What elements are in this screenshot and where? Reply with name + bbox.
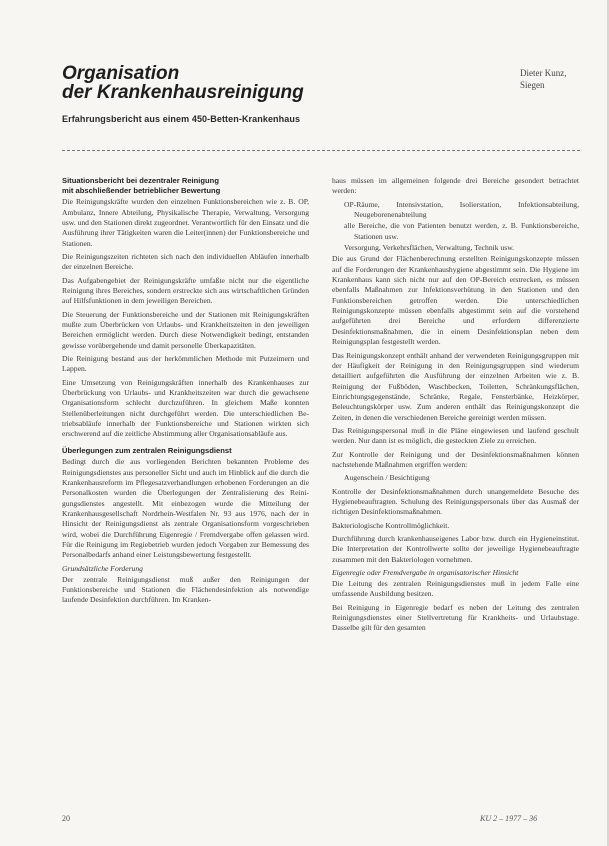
paragraph: Bei Reinigung in Eigenregie bedarf es neben der Leitung des zentralen Reinigungsdienstes einer Stellvertretung für Krankheits- und Urlaubstage. Dasselbe gilt für den gesamten: [332, 602, 579, 633]
left-column: [62, 176, 309, 609]
list-item: alle Bereiche, die von Patienten benutzt werden, z. B. Funktionsbereiche, Stationen usw.: [344, 221, 579, 241]
article-title: [62, 64, 304, 102]
section-heading-line-1: Situationsbericht bei dezentraler Reinigung: [62, 176, 219, 185]
section-heading-considerations: Überlegungen zum zentralen Reinigungsdienst: [62, 445, 232, 455]
section-heading-line-2: mit abschließender betrieblicher Bewertung: [62, 185, 221, 195]
list-item: Versorgung, Verkehrsflächen, Verwaltung, Technik usw.: [344, 243, 515, 253]
paragraph: Die Steuerung der Funktionsbereiche und der Stationen mit Reinigungskräften mußte zum Überbrücken von Urlaubs- und Krankheitszeiten in den jeweiligen Bereichen ermöglicht werden. Durch diese Notwendigkeit bedingt, entstanden gewisse vorübergehende und damit personelle Überkapazitäten.: [62, 309, 309, 350]
paragraph: Bedingt durch die aus vorliegenden Berichten bekannten Probleme des Reinigungsdienstes aus personeller Sicht und auch im Hinblick auf die durch die Krankenhausreform im Pflegesatzverhandlungen erhobenen Forderungen an die Personalkosten wurden die Überlegungen der Zentralisierung des Reinigungsdienstes angestellt. Mit einbezogen wurde die Mitteilung der Krankenhausgesellschaft Nordrhein-Westfalen Nr. 93 aus 1976, nach der in Hinsicht der Reinigungsdienst als zentrale Organisationsform vorgeschrieben wird, wobei die Durchführung Eigenregie / Fremdvergabe offen gelassen wird. Für die Reinigung im Regiebetrieb wurden jedoch Vorgaben zur Bemessung des Personalbedarfs anhand einer Leistungsbewertung festgestellt.: [62, 457, 309, 560]
paragraph: Die Reinigung bestand aus der herkömmlichen Methode mit Putzeimern und Lappen.: [62, 354, 309, 374]
paragraph: Das Reinigungspersonal muß in die Pläne eingewiesen und laufend geschult werden. Nur dann ist es möglich, die gesteckten Ziele zu erreichen.: [332, 425, 579, 446]
section-heading-situation: [62, 176, 309, 195]
right-column: [332, 176, 579, 637]
subsection-heading-selfmanagement: Eigenregie oder Fremdvergabe in organisatorischer Hinsicht: [332, 568, 519, 578]
paragraph: Die Reinigungszeiten richteten sich nach den individuellen Abläufen innerhalb der einzelnen Bereiche.: [62, 251, 309, 272]
list-item: Augenschein / Besichtigung: [344, 473, 430, 483]
author-name: Dieter Kunz,: [520, 68, 567, 78]
paragraph: Die Leitung des zentralen Reinigungsdienstes muß in jedem Falle eine umfassende Ausbildung besitzen.: [332, 579, 579, 599]
paragraph: Eine Umsetzung von Reinigungskräften innerhalb des Krankenhauses zur Überbrückung von Urlaubs- und Krankheitszeiten war durch die gewachsene Organisationsform schlecht durchzuführen. In gleichem Maße konnten Stellenüberleitungen nicht durchgeführt werden. Die unterschiedlichen Betriebsabläufe innerhalb der Funktionsbereiche und Stationen wirkten sich erschwerend auf die zeitliche Abstimmung aller Organisationsabläufe aus.: [62, 377, 309, 439]
paragraph: Der zentrale Reinigungsdienst muß außer den Reinigungen der Funktionsbereiche und Stationen die Flächendesinfektion als notwendige laufende Desinfektion durchführen. Im Kranken-: [62, 574, 309, 605]
paragraph: Das Aufgabengebiet der Reinigungskräfte umfaßte nicht nur die eigentliche Reinigung ihres Bereiches, sondern erstreckte sich aus wirtschaftlichen Gründen auf Hilfsfunktionen in dem jeweiligen Bereichen.: [62, 275, 309, 306]
title-line-2: der Krankenhausreinigung: [62, 82, 304, 103]
paragraph: Durchführung durch krankenhauseigenes Labor bzw. durch ein Hygieneinstitut. Die Interpretation der Kontrollwerte sollte der jeweilige Hygienebeauftragte zusammen mit den Bakteriologen vornehmen.: [332, 534, 579, 564]
author-block: [520, 67, 580, 91]
paragraph: haus müssen im allgemeinen folgende drei Bereiche gesondert betrachtet werden:: [332, 176, 579, 196]
area-list: [332, 200, 579, 254]
list-item: OP-Räume, Intensivstation, Isolierstation, Infektionsabteilung, Neugeborenenabteilung: [344, 199, 579, 220]
journal-reference: KU 2 – 1977 – 36: [480, 814, 538, 823]
paragraph: Zur Kontrolle der Reinigung und der Desinfektionsmaßnahmen können nachstehende Maßnahmen ergriffen werden:: [332, 449, 579, 469]
paragraph: Kontrolle der Desinfektionsmaßnahmen durch unangemeldete Besuche des Hygienebeauftragten. Schulung des Reinigungspersonals über das Ausmaß der richtigen Desinfektionsmaßnahmen.: [332, 486, 579, 517]
paragraph: Die Reinigungskräfte wurden den einzelnen Funktionsbereichen wie z. B. OP, Ambulanz, Innere Abteilung, Physikalische Therapie, Verwaltung, Versorgung usw. und den Stationen direkt zugeordnet. Verantwortlich für den Einsatz und die Ausführung ihrer Tätigkeiten waren die Leiter(innen) der Funktionsbereiche und Stationen.: [62, 197, 309, 248]
author-location: Siegen: [520, 80, 545, 90]
paragraph: Das Reinigungskonzept enthält anhand der verwendeten Reinigungsgruppen mit der Häufigkeit der Reinigung in den Reinigungsgruppen sind wiederum detailliert aufgeführten die Ausführung der einzelnen Arbeiten wie z. B. Reinigung der Fußböden, Waschbecken, Toiletten, Schränkungsflächen, Einrichtungsgegenstände, Schränke, Regale, Fensterbänke, Heizkörper, Beleuchtungskörper usw. Zum anderen enthält das Reinigungskonzept die Zeiten, in denen die verschiedenen Bereiche gereinigt werden müssen.: [332, 350, 579, 422]
article-subtitle: Erfahrungsbericht aus einem 450-Betten-Krankenhaus: [62, 114, 301, 124]
paragraph: Bakteriologische Kontrollmöglichkeit.: [332, 520, 450, 530]
paragraph: Die aus Grund der Flächenberechnung erstellten Reinigungskonzepte müssen auf die Forderungen der Krankenhaushygiene abgestimmt sein. Die Hygiene im Krankenhaus kann sich nicht nur auf den OP-Bereich erstrecken, es müssen ebenfalls Maßnahmen zur Infektionsverhütung in den Stationen und den Funktionsbereichen getroffen werden. Die unterschiedlichen Reinigungskonzepte müssen ebenfalls abgestimmt sein auf die vorstehend aufgeführten drei Bereiche und erfordern differenzierte Desinfektionsmaßnahmen, die in einem Desinfektionsplan neben dem Reinigungsplan festgestellt werden.: [332, 254, 579, 347]
subsection-heading-requirement: Grundsätzliche Forderung: [62, 563, 143, 573]
page-number: 20: [62, 814, 70, 823]
title-line-1: Organisation: [62, 63, 180, 84]
header-divider: [62, 150, 580, 151]
